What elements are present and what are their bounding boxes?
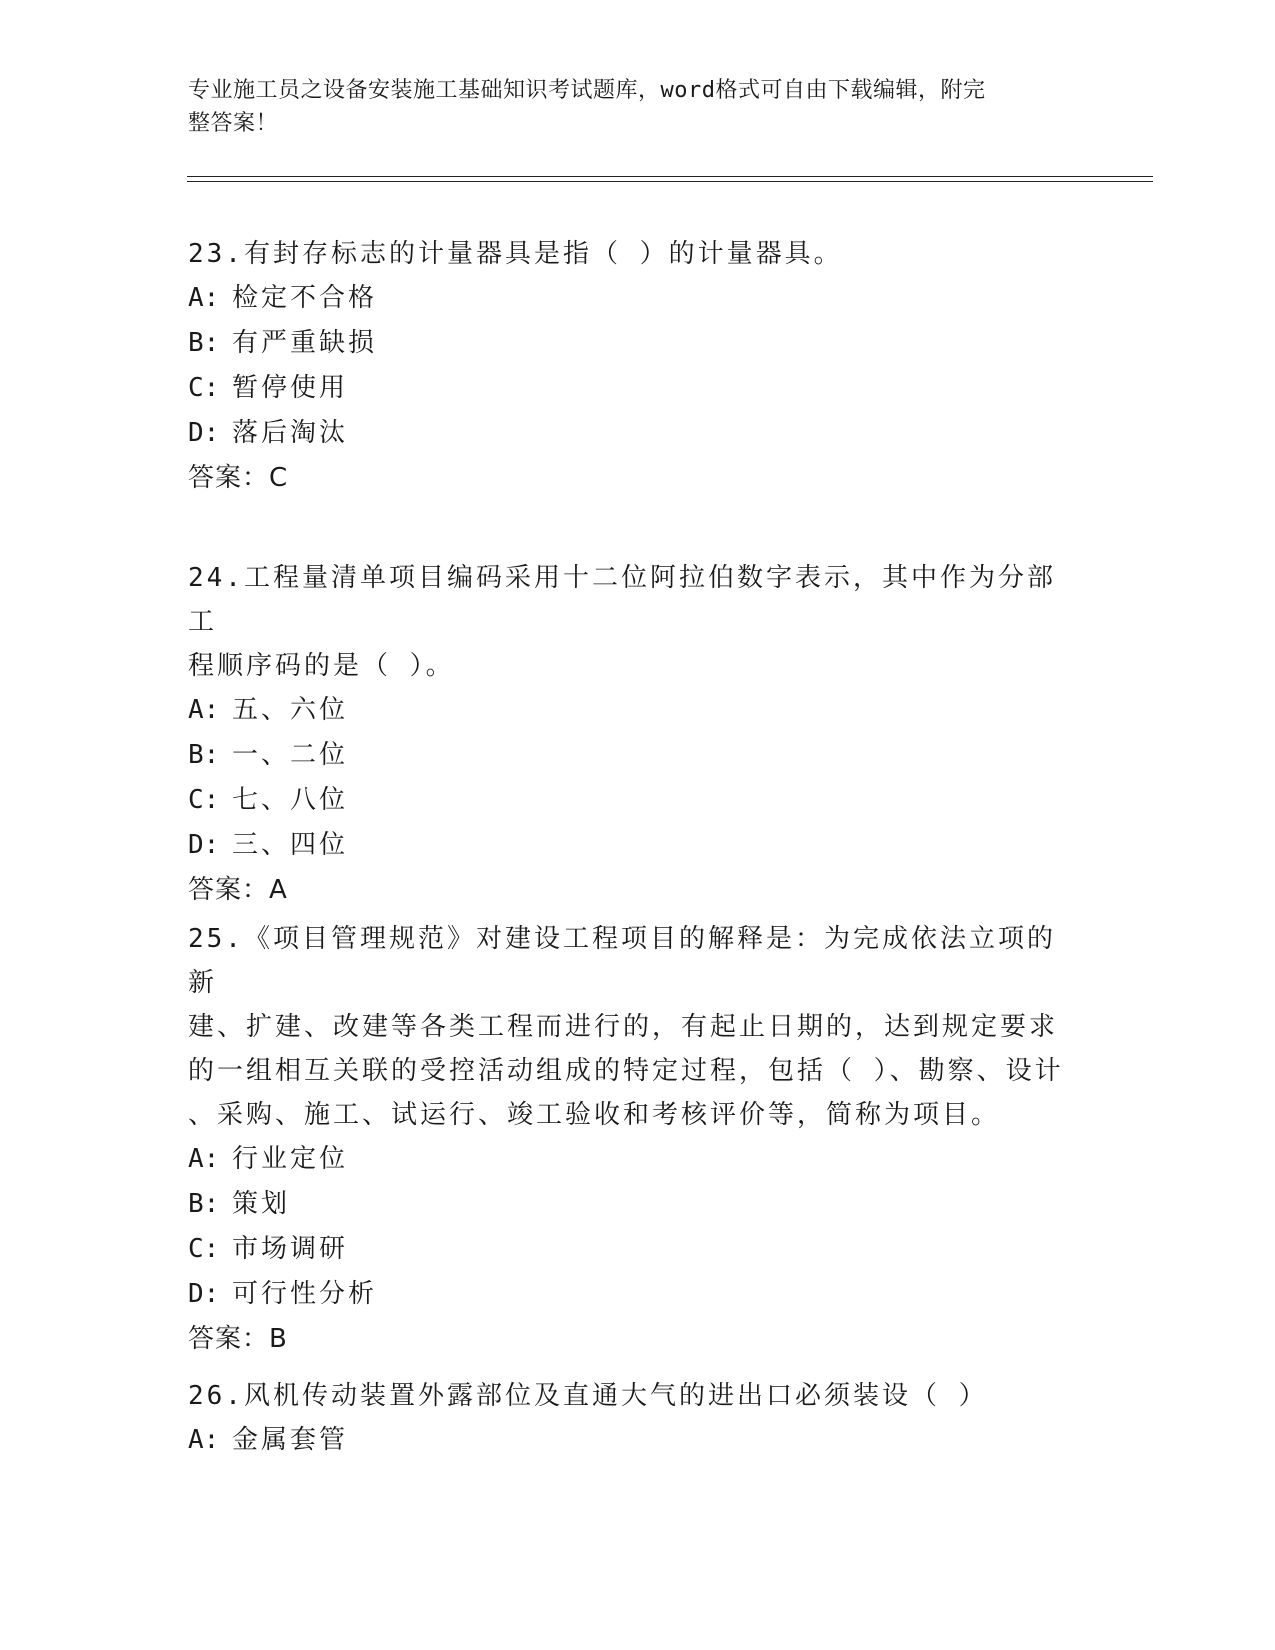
answer-line: 答案：A: [188, 875, 288, 905]
option-key: D:: [188, 418, 220, 448]
question-stem-line-1: 25.《项目管理规范》对建设工程项目的解释是：为完成依法立项的新: [188, 924, 1056, 998]
option-text: 暂停使用: [232, 373, 349, 403]
answer-line: 答案：B: [188, 1324, 288, 1354]
question-stem-line-1: 24.工程量清单项目编码采用十二位阿拉伯数字表示，其中作为分部工: [188, 563, 1056, 637]
option-key: A:: [188, 695, 220, 725]
question-stem-line-2: 建、扩建、改建等各类工程而进行的，有起止日期的，达到规定要求: [188, 1012, 1059, 1042]
option-key: A:: [188, 1425, 220, 1455]
option-text: 五、六位: [232, 695, 349, 725]
question-stem-line-2: 程顺序码的是（ ）。: [188, 651, 455, 681]
option-b: [188, 321, 1068, 366]
option-key: A:: [188, 283, 220, 313]
option-key: C:: [188, 1234, 220, 1264]
option-c: [188, 366, 1068, 411]
question-25: [188, 917, 1068, 1362]
option-key: B:: [188, 1189, 220, 1219]
option-text: 检定不合格: [232, 283, 378, 313]
question-stem: 26.风机传动装置外露部位及直通大气的进出口必须装设（ ）: [188, 1381, 988, 1411]
option-text: 可行性分析: [232, 1279, 378, 1309]
option-key: C:: [188, 373, 220, 403]
option-key: C:: [188, 785, 220, 815]
option-key: B:: [188, 328, 220, 358]
option-a: [188, 688, 1068, 733]
document-header: [188, 74, 1068, 140]
option-c: [188, 778, 1068, 823]
option-text: 策划: [232, 1189, 291, 1219]
option-key: D:: [188, 830, 220, 860]
option-key: B:: [188, 740, 220, 770]
header-divider-bottom: [187, 181, 1153, 182]
option-d: [188, 411, 1068, 456]
option-a: [188, 1137, 1068, 1182]
answer-line: 答案：C: [188, 463, 289, 493]
option-text: 七、八位: [232, 785, 349, 815]
question-24: [188, 556, 1068, 913]
option-d: [188, 1272, 1068, 1317]
option-a: [188, 1418, 1068, 1463]
option-key: A:: [188, 1144, 220, 1174]
option-b: [188, 1182, 1068, 1227]
question-stem-line-3: 的一组相互关联的受控活动组成的特定过程，包括（ ）、勘察、设计: [188, 1056, 1064, 1086]
option-text: 有严重缺损: [232, 328, 378, 358]
option-c: [188, 1227, 1068, 1272]
header-divider-top: [187, 176, 1153, 177]
option-text: 落后淘汰: [232, 418, 349, 448]
option-d: [188, 823, 1068, 868]
option-text: 市场调研: [232, 1234, 349, 1264]
option-text: 行业定位: [232, 1144, 349, 1174]
question-stem-line-4: 、采购、施工、试运行、竣工验收和考核评价等，简称为项目。: [188, 1100, 1001, 1130]
question-23: [188, 232, 1068, 501]
option-a: [188, 276, 1068, 321]
option-key: D:: [188, 1279, 220, 1309]
option-text: 三、四位: [232, 830, 349, 860]
option-text: 金属套管: [232, 1425, 349, 1455]
question-26: [188, 1374, 1068, 1463]
option-text: 一、二位: [232, 740, 349, 770]
option-b: [188, 733, 1068, 778]
header-title-line-2: 整答案！: [188, 111, 279, 136]
question-stem: 23.有封存标志的计量器具是指（ ）的计量器具。: [188, 239, 843, 269]
header-title-line-1: 专业施工员之设备安装施工基础知识考试题库，word格式可自由下载编辑，附完: [188, 78, 986, 103]
